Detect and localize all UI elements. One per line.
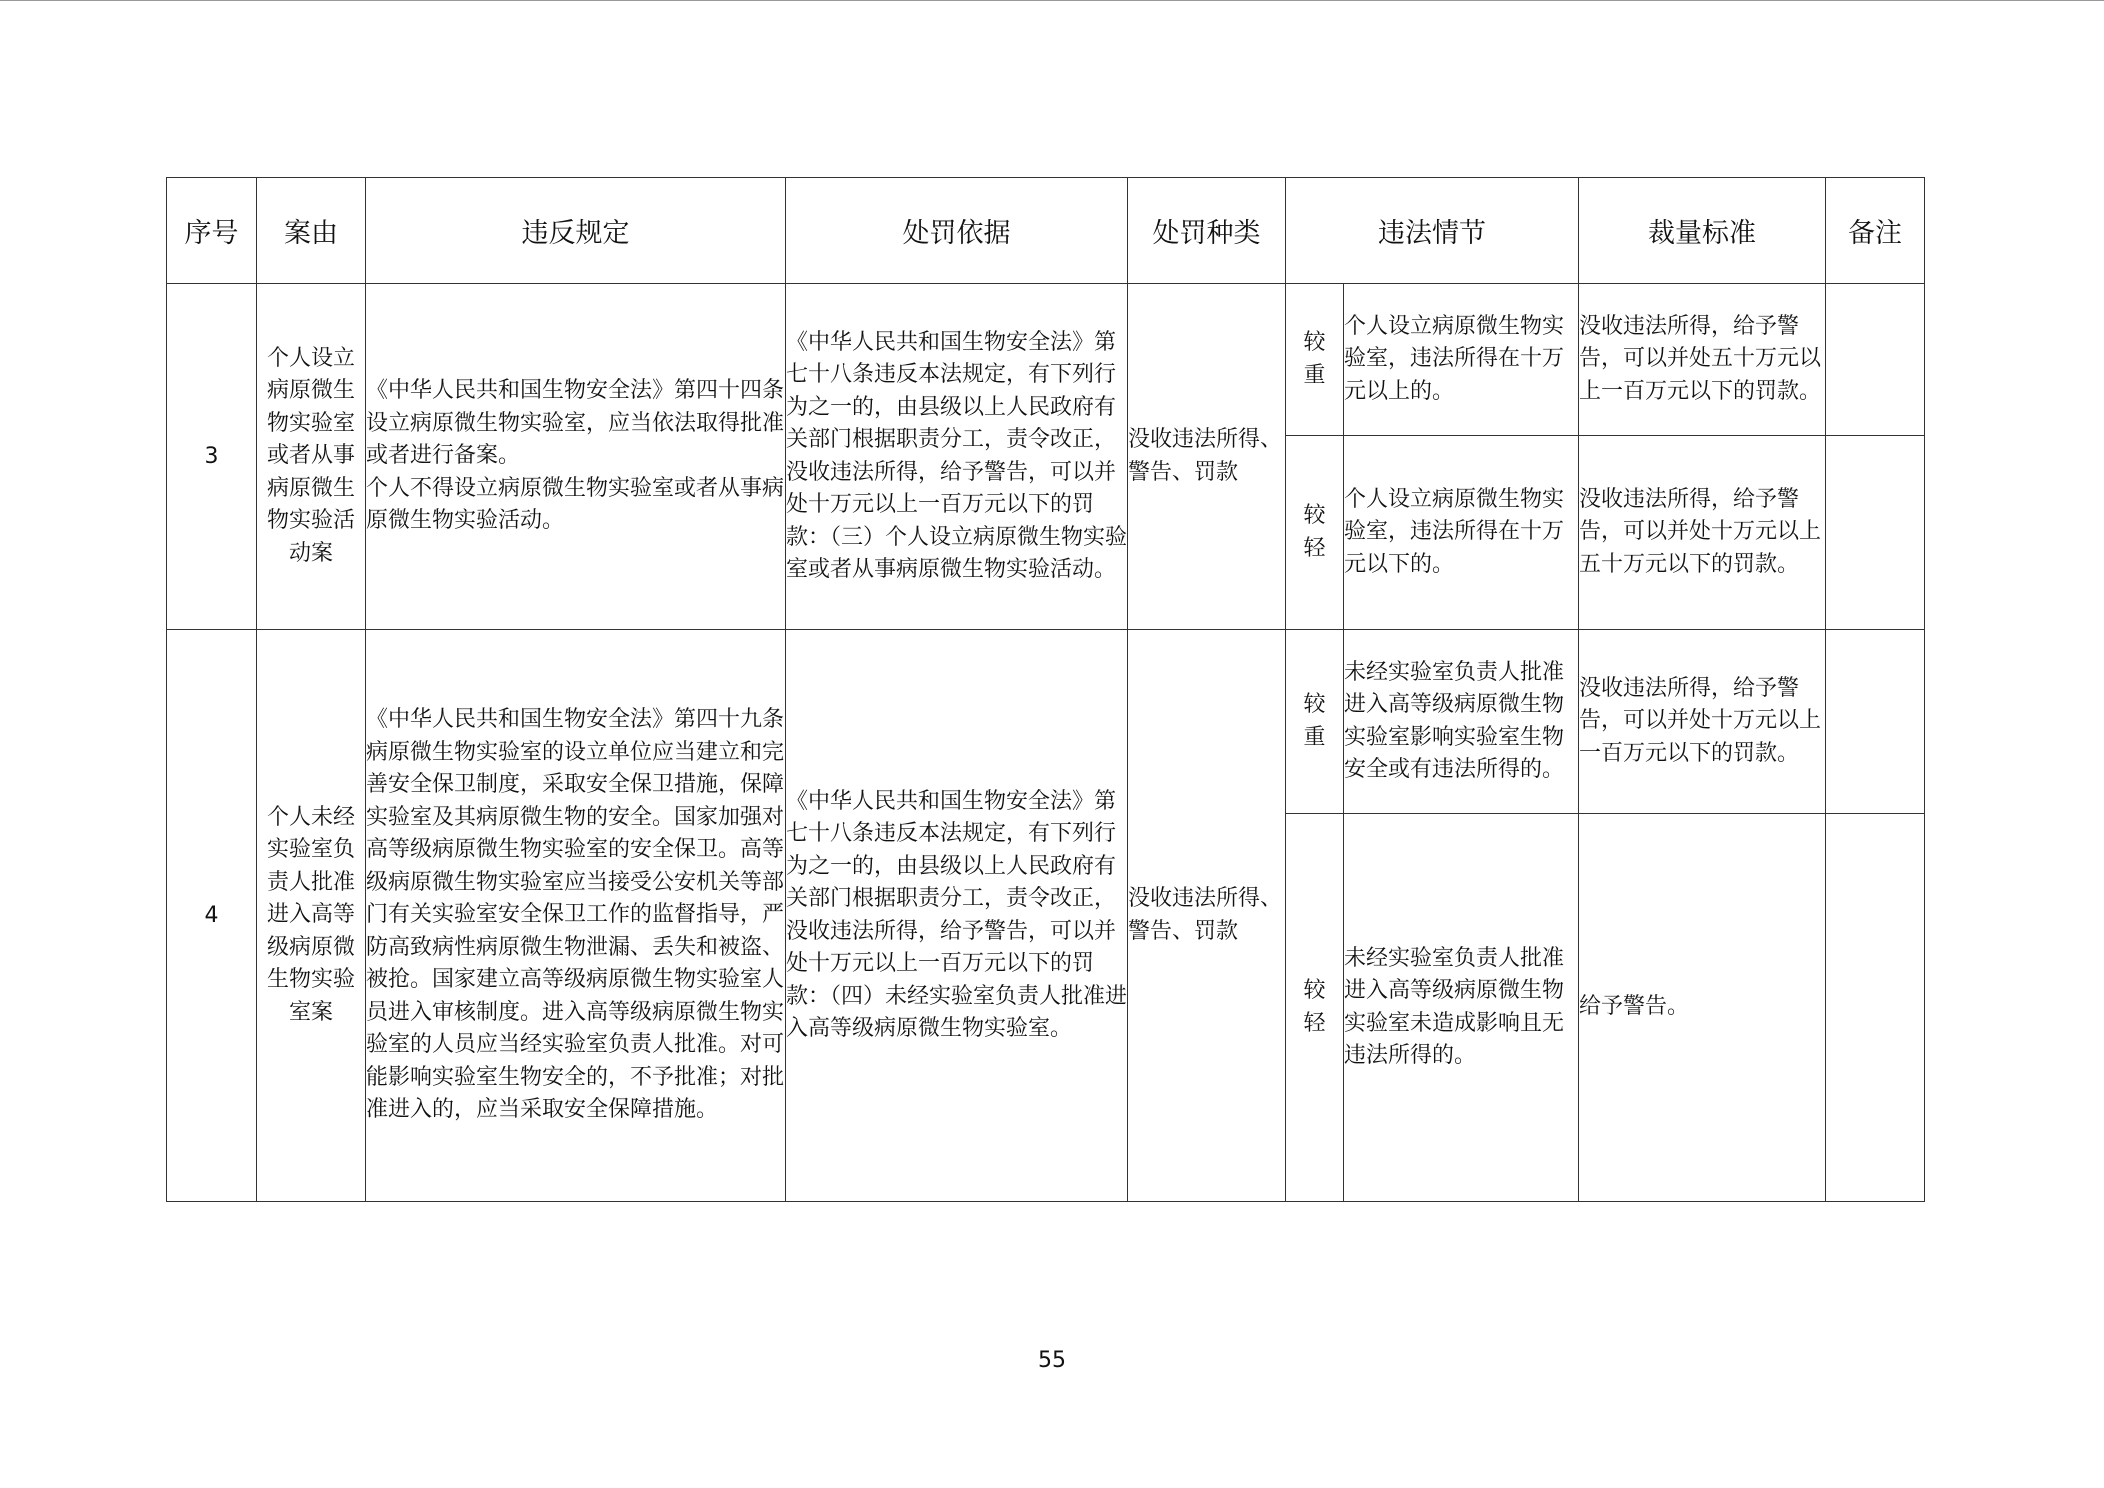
page-number: 55 [1038, 1348, 1066, 1373]
row-seq: 4 [167, 630, 257, 1202]
circumstance-cell: 未经实验室负责人批准进入高等级病原微生物实验室影响实验室生物安全或有违法所得的。 [1344, 630, 1579, 814]
row-seq: 3 [167, 284, 257, 630]
standard-cell: 没收违法所得，给予警告，可以并处十万元以上一百万元以下的罚款。 [1579, 630, 1826, 814]
remark-cell [1826, 284, 1925, 436]
header-basis: 处罚依据 [786, 178, 1128, 284]
header-case: 案由 [257, 178, 366, 284]
row-case: 个人设立病原微生物实验室或者从事病原微生物实验活动案 [257, 284, 366, 630]
circumstance-cell: 未经实验室负责人批准进入高等级病原微生物实验室未造成影响且无违法所得的。 [1344, 814, 1579, 1202]
top-border-line [0, 0, 2104, 1]
header-violation: 违反规定 [366, 178, 786, 284]
remark-cell [1826, 630, 1925, 814]
header-seq: 序号 [167, 178, 257, 284]
standard-cell: 给予警告。 [1579, 814, 1826, 1202]
level-cell [1286, 436, 1344, 630]
remark-cell [1826, 436, 1925, 630]
header-remark: 备注 [1826, 178, 1925, 284]
table-header-row [167, 178, 1925, 284]
row-case: 个人未经实验室负责人批准进入高等级病原微生物实验室案 [257, 630, 366, 1202]
circumstance-cell: 个人设立病原微生物实验室，违法所得在十万元以上的。 [1344, 284, 1579, 436]
standard-cell: 没收违法所得，给予警告，可以并处五十万元以上一百万元以下的罚款。 [1579, 284, 1826, 436]
remark-cell [1826, 814, 1925, 1202]
row-basis: 《中华人民共和国生物安全法》第七十八条违反本法规定，有下列行为之一的，由县级以上人民政府有关部门根据职责分工，责令改正，没收违法所得，给予警告，可以并处十万元以上一百万元以下的罚款：（三）个人设立病原微生物实验室或者从事病原微生物实验活动。 [786, 284, 1128, 630]
header-standard: 裁量标准 [1579, 178, 1826, 284]
row-violation: 《中华人民共和国生物安全法》第四十四条设立病原微生物实验室，应当依法取得批准或者进行备案。 个人不得设立病原微生物实验室或者从事病原微生物实验活动。 [366, 284, 786, 630]
level-cell [1286, 284, 1344, 436]
row-penalty-type: 没收违法所得、警告、罚款 [1128, 284, 1286, 630]
circumstance-cell: 个人设立病原微生物实验室，违法所得在十万元以下的。 [1344, 436, 1579, 630]
level-label: 较重 [1303, 330, 1326, 388]
row-penalty-type: 没收违法所得、警告、罚款 [1128, 630, 1286, 1202]
table-row [167, 630, 1925, 814]
level-cell [1286, 630, 1344, 814]
level-label: 较轻 [1303, 978, 1326, 1036]
standard-cell: 没收违法所得，给予警告，可以并处十万元以上五十万元以下的罚款。 [1579, 436, 1826, 630]
table-row [167, 284, 1925, 436]
row-basis: 《中华人民共和国生物安全法》第七十八条违反本法规定，有下列行为之一的，由县级以上人民政府有关部门根据职责分工，责令改正，没收违法所得，给予警告，可以并处十万元以上一百万元以下的罚款：（四）未经实验室负责人批准进入高等级病原微生物实验室。 [786, 630, 1128, 1202]
level-cell [1286, 814, 1344, 1202]
penalty-discretion-table [166, 177, 1925, 1202]
row-violation: 《中华人民共和国生物安全法》第四十九条病原微生物实验室的设立单位应当建立和完善安全保卫制度，采取安全保卫措施，保障实验室及其病原微生物的安全。国家加强对高等级病原微生物实验室的安全保卫。高等级病原微生物实验室应当接受公安机关等部门有关实验室安全保卫工作的监督指导，严防高致病性病原微生物泄漏、丢失和被盗、被抢。国家建立高等级病原微生物实验室人员进入审核制度。进入高等级病原微生物实验室的人员应当经实验室负责人批准。对可能影响实验室生物安全的，不予批准；对批准进入的，应当采取安全保障措施。 [366, 630, 786, 1202]
level-label: 较重 [1303, 692, 1326, 750]
header-circumstance: 违法情节 [1286, 178, 1579, 284]
level-label: 较轻 [1303, 503, 1326, 561]
header-penalty-type: 处罚种类 [1128, 178, 1286, 284]
